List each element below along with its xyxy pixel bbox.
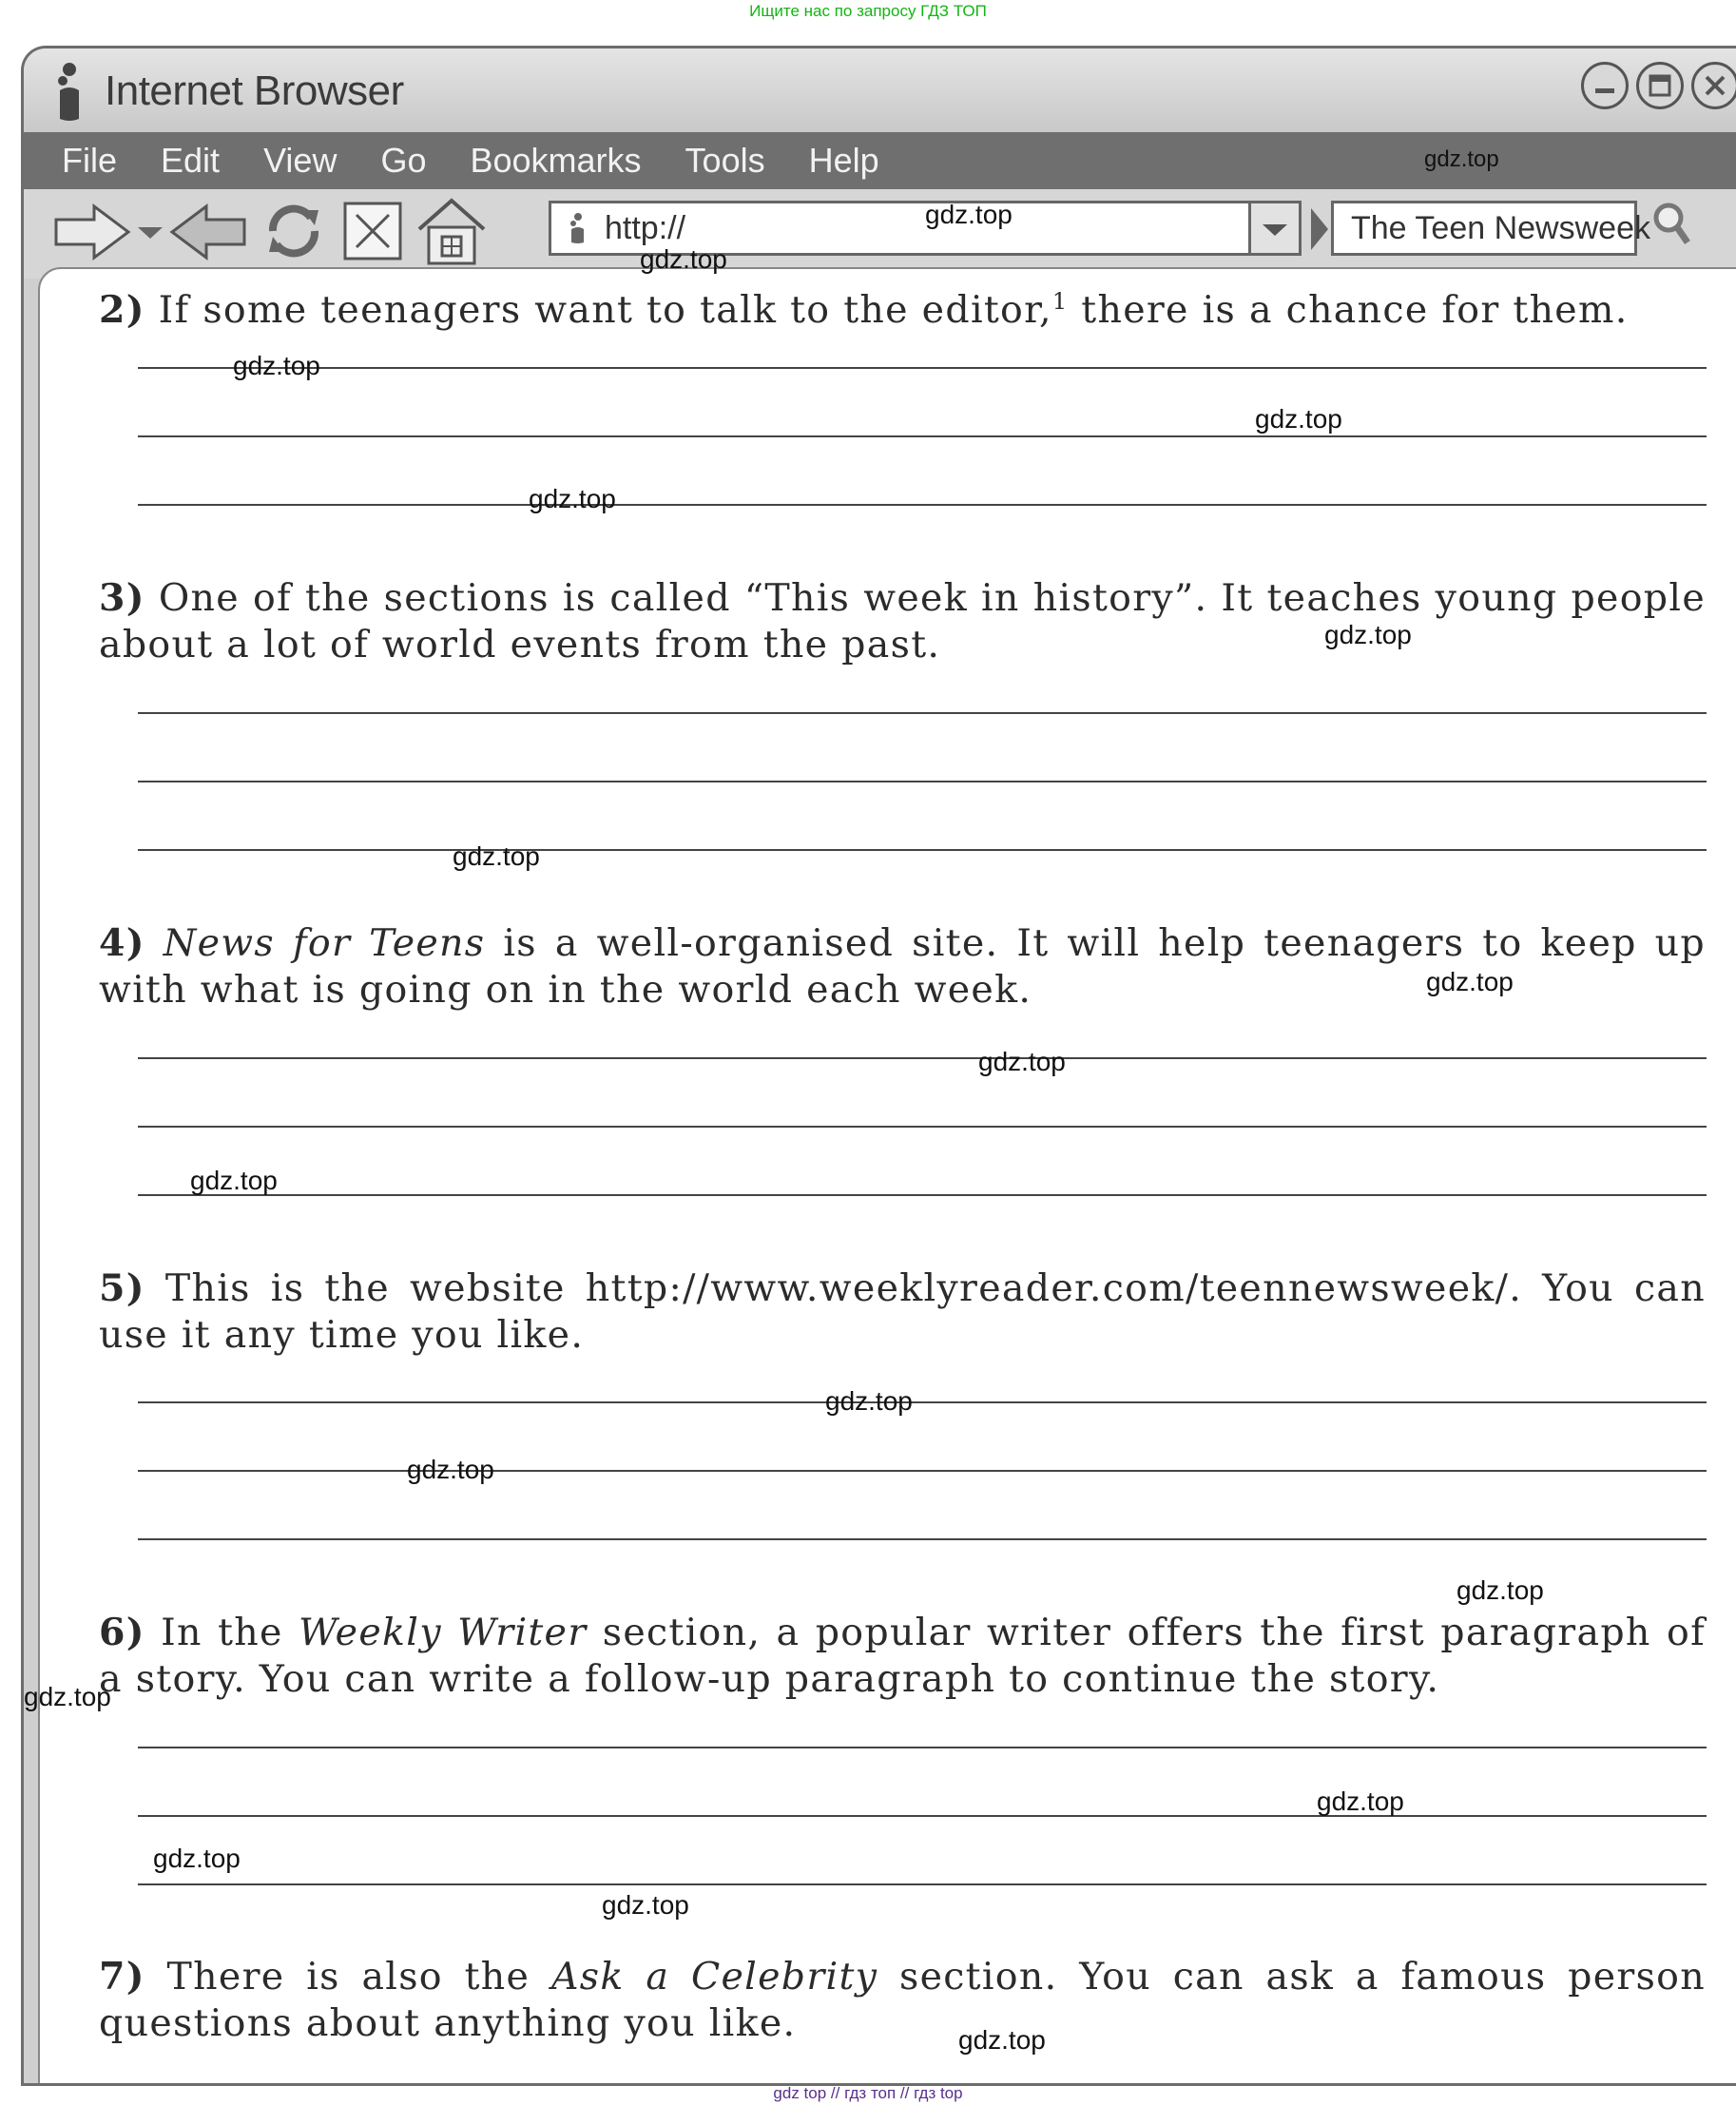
maximize-button[interactable]	[1636, 62, 1684, 109]
back-arrow-icon[interactable]	[166, 203, 248, 261]
question-4: 4) News for Teens is a well-organised site. It will help teenagers to keep up with what is going on in the world each week.	[99, 921, 1707, 1012]
maximize-icon	[1648, 73, 1672, 98]
menu-go[interactable]: Go	[380, 141, 427, 180]
question-number: 3)	[99, 576, 145, 620]
watermark: gdz.top	[1424, 146, 1499, 172]
watermark: gdz.top	[978, 1047, 1066, 1076]
question-number: 2)	[99, 288, 145, 333]
question-7: 7) There is also the Ask a Celebrity section. You can ask a famous person questions about anything you like.	[99, 1955, 1706, 2045]
menu-bookmarks[interactable]: Bookmarks	[470, 141, 642, 180]
stop-icon[interactable]	[342, 201, 403, 261]
browser-logo-icon	[52, 60, 87, 123]
history-dropdown-icon[interactable]	[136, 225, 164, 241]
watermark: gdz.top	[233, 351, 320, 380]
page-info-icon	[567, 212, 588, 244]
menu-edit[interactable]: Edit	[161, 141, 221, 180]
watermark: gdz.top	[958, 2025, 1046, 2055]
question-number: 7)	[99, 1955, 145, 1999]
home-icon[interactable]	[414, 195, 490, 265]
answer-line[interactable]	[138, 1815, 1707, 1817]
go-arrow-icon[interactable]	[1309, 206, 1330, 252]
answer-line[interactable]	[138, 367, 1707, 369]
watermark: gdz.top	[825, 1386, 913, 1416]
watermark: gdz.top	[190, 1166, 278, 1195]
address-dropdown-button[interactable]	[1248, 201, 1302, 256]
watermark: gdz.top	[529, 484, 616, 513]
question-3: 3) One of the sections is called “This week in history”. It teaches young people about a lot of world events from the past.	[99, 576, 1707, 666]
question-number: 4)	[99, 921, 145, 965]
watermark: gdz.top	[453, 841, 540, 871]
address-url[interactable]: http://	[605, 209, 686, 246]
minimize-icon	[1592, 73, 1617, 98]
question-5: 5) This is the website http://www.weeklyreader.com/teennewsweek/. You can use it any time you like.	[99, 1266, 1706, 1357]
watermark: gdz.top	[925, 200, 1013, 229]
watermark: gdz.top	[1426, 967, 1514, 996]
answer-line[interactable]	[138, 1401, 1707, 1403]
window-title: Internet Browser	[105, 68, 404, 114]
close-icon	[1703, 73, 1727, 98]
title-bar	[24, 48, 1736, 132]
chevron-down-icon	[1251, 203, 1299, 253]
question-2: 2) If some teenagers want to talk to the editor,$^1$ there is a chance for them.	[99, 288, 1629, 333]
watermark: gdz.top	[1456, 1575, 1544, 1605]
answer-line[interactable]	[138, 1538, 1707, 1540]
answer-line[interactable]	[138, 504, 1707, 506]
answer-line[interactable]	[138, 849, 1707, 851]
close-button[interactable]	[1691, 62, 1736, 109]
answer-line[interactable]	[138, 1126, 1707, 1128]
watermark: gdz.top	[640, 244, 727, 274]
watermark: gdz.top	[1255, 404, 1342, 434]
menu-file[interactable]: File	[62, 141, 118, 180]
watermark: gdz.top	[1317, 1786, 1404, 1816]
question-6: 6) In the Weekly Writer section, a popular writer offers the first paragraph of a story. You can write a follow-up paragraph to continue the story.	[99, 1611, 1706, 1701]
minimize-button[interactable]	[1581, 62, 1629, 109]
answer-line[interactable]	[138, 712, 1707, 714]
search-input[interactable]: The Teen Newsweek	[1331, 201, 1637, 256]
answer-line[interactable]	[138, 1470, 1707, 1472]
refresh-icon[interactable]	[260, 197, 328, 265]
watermark: gdz.top	[153, 1844, 241, 1873]
bottom-note: gdz top // гдз топ // гдз top	[773, 2084, 963, 2102]
answer-line[interactable]	[138, 435, 1707, 437]
question-number: 5)	[99, 1266, 145, 1310]
watermark: gdz.top	[24, 1682, 111, 1711]
watermark: gdz.top	[407, 1455, 494, 1484]
watermark: gdz.top	[1324, 620, 1412, 649]
answer-line[interactable]	[138, 1194, 1707, 1196]
page-content	[38, 267, 1736, 2086]
forward-arrow-icon[interactable]	[52, 203, 134, 261]
answer-line[interactable]	[138, 781, 1707, 782]
menu-view[interactable]: View	[263, 141, 338, 180]
window-controls	[1581, 62, 1736, 109]
watermark: gdz.top	[602, 1890, 689, 1920]
answer-line[interactable]	[138, 1057, 1707, 1059]
menu-tools[interactable]: Tools	[685, 141, 765, 180]
answer-line[interactable]	[138, 1747, 1707, 1748]
search-icon[interactable]	[1651, 201, 1693, 258]
menu-help[interactable]: Help	[808, 141, 879, 180]
footnote-marker: 1	[1051, 288, 1069, 315]
question-number: 6)	[99, 1611, 145, 1654]
toolbar	[24, 189, 1736, 279]
top-note: Ищите нас по запросу ГДЗ ТОП	[749, 2, 987, 20]
answer-line[interactable]	[138, 1883, 1707, 1885]
